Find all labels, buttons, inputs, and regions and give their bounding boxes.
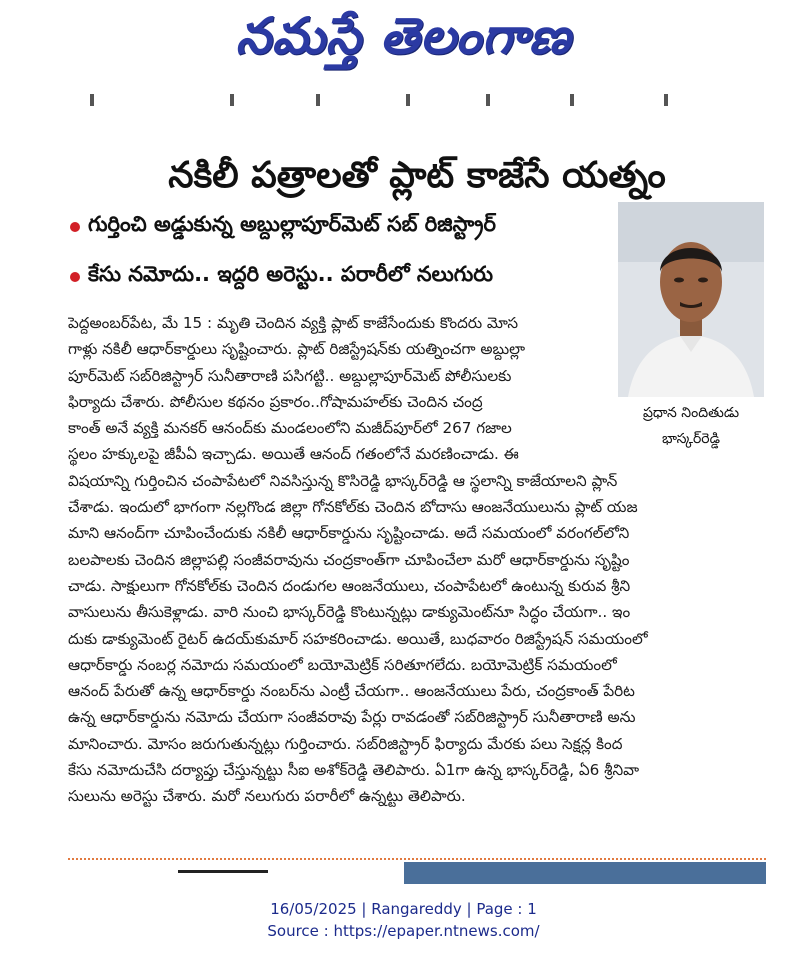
body-line: ఆధార్‌కార్డు నంబర్ల నమోదు సమయంలో బయోమెట్రిక్ సరితూగలేదు. బయోమెట్రిక్ సమయంలో xyxy=(68,655,617,674)
next-article-image-fragment xyxy=(404,862,766,884)
edition-info: 16/05/2025 | Rangareddy | Page : 1 xyxy=(270,900,537,918)
body-line: మానించారు. మోసం జరుగుతున్నట్లు గుర్తించారు. సబ్‌రిజిస్ట్రార్ ఫిర్యాదు మేరకు పలు సెక్షన్ల కింద xyxy=(68,734,623,753)
masthead xyxy=(0,0,807,84)
next-article-fragment xyxy=(178,870,268,884)
previous-article-fragment xyxy=(68,92,766,110)
body-line: ఫిర్యాదు చేశారు. పోలీసుల కథనం ప్రకారం..గోషామహల్‌కు చెందిన చంద్ర xyxy=(68,392,483,411)
page-footer xyxy=(0,898,807,942)
subheadline-text: కేసు నమోదు.. ఇద్దరి అరెస్టు.. పరారీలో నలుగురు xyxy=(88,262,494,286)
body-line: దుకు డాక్యుమెంట్ రైటర్ ఉదయ్‌కుమార్ సహకరించాడు. అయితే, బుధవారం రిజిస్ట్రేషన్ సమయంలో xyxy=(68,629,648,648)
body-line: చేశాడు. ఇందులో భాగంగా నల్లగొండ జిల్లా గోనకోల్‌కు చెందిన బోదాసు ఆంజనేయులును ప్లాట్ యజ xyxy=(68,498,638,517)
body-line: కాంత్ అనే వ్యక్తి మనకర్ ఆనంద్‌కు మండలంలోని మజీద్‌పూర్‌లో 267 గజాల xyxy=(68,419,512,438)
photo-caption-role: ప్రధాన నిందితుడు xyxy=(642,405,740,421)
body-line: ఆనంద్ పేరుతో ఉన్న ఆధార్‌కార్డు నంబర్‌ను ఎంట్రీ చేయగా.. ఆంజనేయులు పేరు, చంద్రకాంత్ పేరిట xyxy=(68,682,635,701)
body-line: ఉన్న ఆధార్‌కార్డును నమోదు చేయగా సంజీవరావు పేర్లు రావడంతో సబ్‌రిజిస్ట్రార్ సునీతారాణి అను xyxy=(68,708,636,727)
body-line: గాళ్లు నకిలీ ఆధార్‌కార్డులు సృష్టించారు. ప్లాట్ రిజిస్ట్రేషన్‌కు యత్నించగా అబ్దుల్లా xyxy=(68,340,526,359)
article-headline: నకిలీ పత్రాలతో ప్లాట్ కాజేసే యత్నం xyxy=(168,155,666,197)
article-body xyxy=(68,310,766,810)
body-line: వాసులును తీసుకెళ్లాడు. వారి నుంచి భాస్కర్‌రెడ్డి కొంటున్నట్లు డాక్యుమెంట్‌నూ సిద్ధం చేయగా.. ఇం xyxy=(68,603,631,622)
body-line: పూర్‌మెట్ సబ్‌రిజిస్ట్రార్ సునీతారాణి పసిగట్టి.. అబ్దుల్లాపూర్‌మెట్ పోలీసులకు xyxy=(68,366,512,385)
photo-caption-name: భాస్కర్‌రెడ్డి xyxy=(662,431,720,447)
red-dot-icon xyxy=(70,222,80,232)
body-line: సులును అరెస్టు చేశారు. మరో నలుగురు పరారీలో ఉన్నట్టు తెలిపారు. xyxy=(68,787,466,806)
subheadline-item xyxy=(68,202,613,252)
body-line: పెద్దఅంబర్‌పేట, మే 15 : మృతి చెందిన వ్యక్తి ప్లాట్ కాజేసేందుకు కొందరు మోస xyxy=(68,314,519,332)
body-line: స్థలం హక్కులపై జీపీఏ ఇచ్చాడు. అయితే ఆనంద్ గతంలోనే మరణించాడు. ఈ xyxy=(68,445,519,464)
body-line: బలపాలకు చెందిన జిల్లాపల్లి సంజీవరావును చంద్రకాంత్‌గా చూపించేలా మరో ఆధార్‌కార్డును సృష్టిం xyxy=(68,550,630,569)
source-link[interactable]: Source : https://epaper.ntnews.com/ xyxy=(267,922,540,940)
red-dot-icon xyxy=(70,272,80,282)
body-line: విషయాన్ని గుర్తించిన చంపాపేటలో నివసిస్తున్న కొసిరెడ్డి భాస్కర్‌రెడ్డి ఆ స్థలాన్ని కాజేయాలని ప్లాన్ xyxy=(68,471,618,490)
article-clipping xyxy=(68,92,766,884)
body-line: కేసు నమోదుచేసి దర్యాప్తు చేస్తున్నట్టు సీఐ అశోక్‌రెడ్డి తెలిపారు. ఏ1గా ఉన్న భాస్కర్‌రెడ్డి, ఏ6 శ్రీనివా xyxy=(68,761,640,780)
body-line: మాని ఆనంద్‌గా చూపించేందుకు నకిలీ ఆధార్‌కార్డును సృష్టించాడు. అదే సమయంలో వరంగల్‌లోని xyxy=(68,524,630,543)
subheadline-list xyxy=(68,202,613,302)
newspaper-title: నమస్తే తెలంగాణ xyxy=(235,6,572,65)
subheadline-item xyxy=(68,252,613,302)
subheadline-text: గుర్తించి అడ్డుకున్న అబ్దుల్లాపూర్‌మెట్ సబ్ రిజిస్ట్రార్ xyxy=(88,212,496,236)
article-divider xyxy=(68,858,766,860)
body-line: చాడు. సాక్షులుగా గోనకోల్‌కు చెందిన దండుగల ఆంజనేయులు, చంపాపేటలో ఉంటున్న కురువ శ్రీని xyxy=(68,576,631,595)
